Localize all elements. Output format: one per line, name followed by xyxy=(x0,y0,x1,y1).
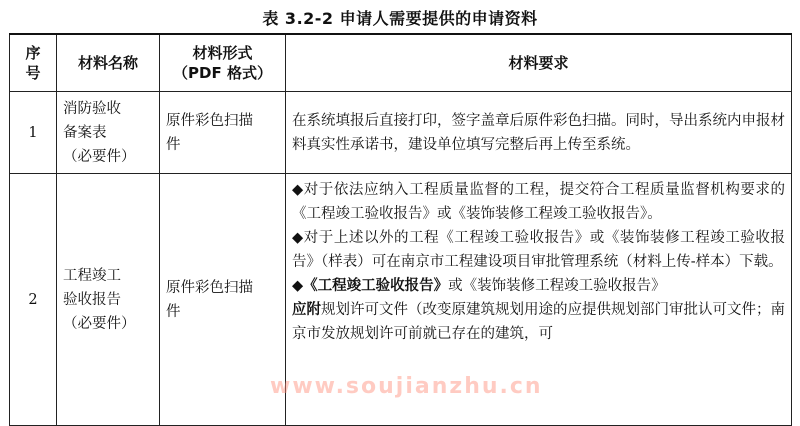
table-caption: 表 3.2-2 申请人需要提供的申请资料 xyxy=(262,9,538,28)
row-name: 工程竣工 验收报告 （必要件） xyxy=(57,174,160,426)
row-form: 原件彩色扫描 件 xyxy=(160,92,286,174)
watermark: www.soujianzhu.cn xyxy=(270,374,543,399)
req-para-1: ◆对于依法应纳入工程质量监督的工程，提交符合工程质量监督机构要求的《工程竣工验收报告》或《装饰装修工程竣工验收报告》。 xyxy=(292,182,785,222)
req-para-3: ◆《工程竣工验收报告》或《装饰装修工程竣工验收报告》 xyxy=(292,278,666,294)
header-form: 材料形式 （PDF 格式） xyxy=(160,34,286,92)
req-para-2: ◆对于上述以外的工程《工程竣工验收报告》或《装饰装修工程竣工验收报告》（样表）可在南京市工程建设项目审批管理系统（材料上传-样本）下载。 xyxy=(292,230,785,270)
header-no: 序 号 xyxy=(10,34,57,92)
row-no: 2 xyxy=(10,174,57,426)
row-req: 在系统填报后直接打印，签字盖章后原件彩色扫描。同时，导出系统内申报材料真实性承诺书，建设单位填写完整后再上传至系统。 xyxy=(286,92,792,174)
table-row xyxy=(10,92,792,174)
materials-table xyxy=(9,33,792,426)
req-para-4: 应附规划许可文件（改变原建筑规划用途的应提供规划部门审批认可文件；南京市发放规划许可前就已存在的建筑，可 xyxy=(292,302,785,342)
row-name: 消防验收 备案表 （必要件） xyxy=(57,92,160,174)
row-form: 原件彩色扫描 件 xyxy=(160,174,286,426)
header-row xyxy=(10,34,792,92)
row-no: 1 xyxy=(10,92,57,174)
header-name: 材料名称 xyxy=(57,34,160,92)
header-req: 材料要求 xyxy=(286,34,792,92)
